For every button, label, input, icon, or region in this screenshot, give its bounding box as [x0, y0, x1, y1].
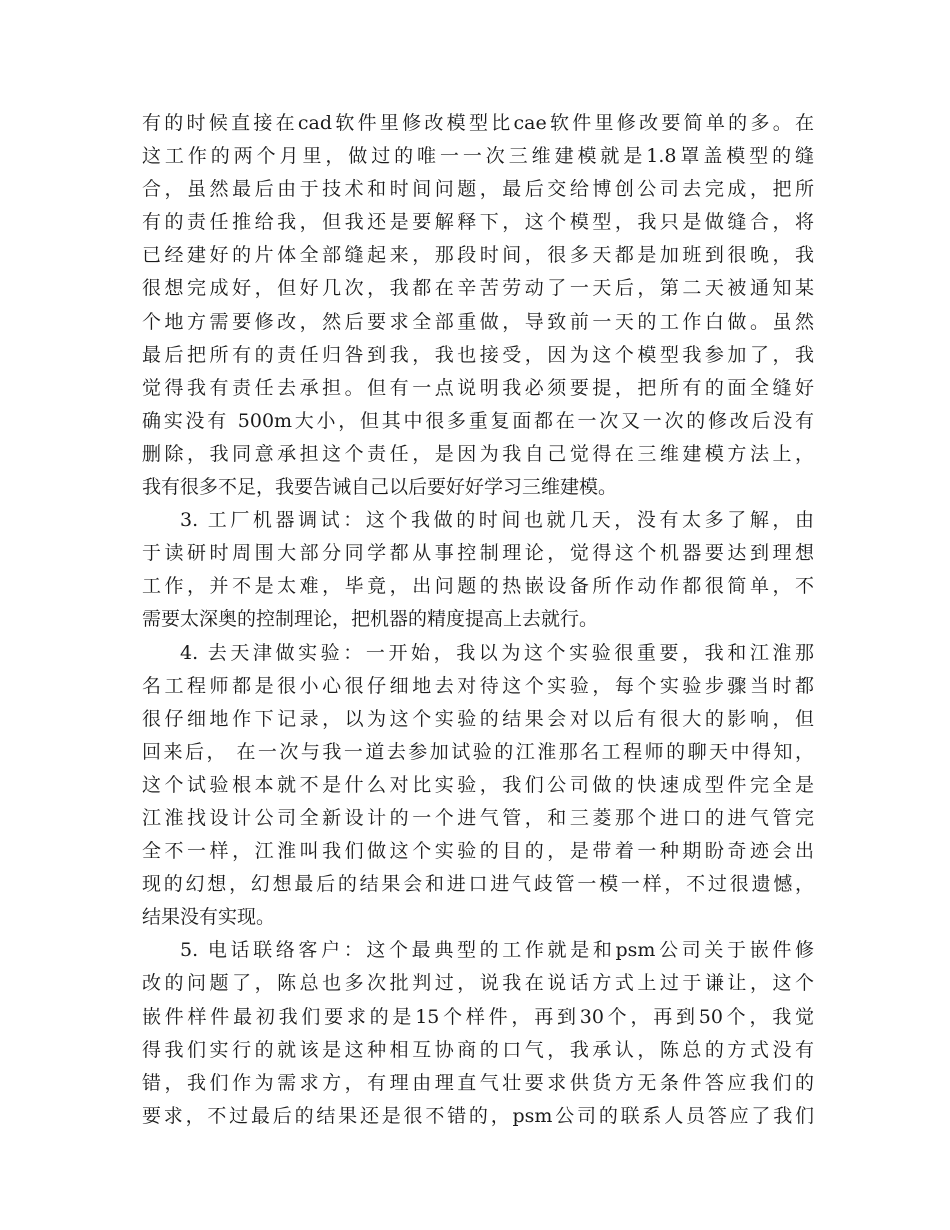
paragraph-4-first-line: 4. 去天津做实验：一开始，我以为这个实验很重要，我和江淮那	[180, 641, 814, 664]
text-line: 有的责任推给我，但我还是要解释下，这个模型，我只是做缝合，将	[142, 211, 814, 234]
text-line: 很仔细地作下记录，以为这个实验的结果会对以后有很大的影响，但	[142, 707, 814, 730]
paragraph-5-first-line: 5. 电话联络客户：这个最典型的工作就是和psm公司关于嵌件修	[180, 939, 814, 962]
text-line: 合，虽然最后由于技术和时间问题，最后交给博创公司去完成，把所	[142, 178, 814, 201]
text-line: 觉得我有责任去承担。但有一点说明我必须要提，把所有的面全缝好	[142, 376, 814, 399]
text-line: 江淮找设计公司全新设计的一个进气管，和三菱那个进口的进气管完	[142, 806, 814, 829]
text-line: 需要太深奥的控制理论，把机器的精度提高上去就行。	[142, 608, 599, 631]
text-line: 这个试验根本就不是什么对比实验，我们公司做的快速成型件完全是	[142, 773, 814, 796]
text-line: 改的问题了，陈总也多次批判过，说我在说话方式上过于谦让，这个	[142, 972, 814, 995]
text-line: 回来后， 在一次与我一道去参加试验的江淮那名工程师的聊天中得知，	[142, 740, 814, 763]
text-line: 现的幻想，幻想最后的结果会和进口进气歧管一模一样，不过很遗憾，	[142, 873, 814, 896]
body-text	[142, 107, 814, 1133]
text-line: 于读研时周围大部分同学都从事控制理论，觉得这个机器要达到理想	[142, 542, 814, 565]
text-line: 要求，不过最后的结果还是很不错的，psm公司的联系人员答应了我们	[142, 1104, 814, 1127]
text-line: 已经建好的片体全部缝起来，那段时间，很多天都是加班到很晚，我	[142, 244, 814, 267]
text-line: 全不一样，江淮叫我们做这个实验的目的，是带着一种期盼奇迹会出	[142, 840, 814, 863]
text-line: 这工作的两个月里，做过的唯一一次三维建模就是1.8罩盖模型的缝	[142, 145, 814, 168]
text-line: 名工程师都是很小心很仔细地去对待这个实验，每个实验步骤当时都	[142, 674, 814, 697]
text-line: 得我们实行的就该是这种相互协商的口气，我承认，陈总的方式没有	[142, 1038, 814, 1061]
text-line: 结果没有实现。	[142, 906, 276, 929]
text-line: 嵌件样件最初我们要求的是15个样件，再到30个，再到50个，我觉	[142, 1005, 814, 1028]
text-line: 个地方需要修改，然后要求全部重做，导致前一天的工作白做。虽然	[142, 310, 814, 333]
text-line: 工作，并不是太难，毕竟，出问题的热嵌设备所作动作都很简单，不	[142, 575, 814, 598]
text-line: 有的时候直接在cad软件里修改模型比cae软件里修改要简单的多。在	[142, 112, 814, 134]
text-line: 确实没有 500m大小，但其中很多重复面都在一次又一次的修改后没有	[142, 409, 814, 432]
text-line: 最后把所有的责任归咎到我，我也接受，因为这个模型我参加了，我	[142, 343, 814, 366]
text-line: 错，我们作为需求方，有理由理直气壮要求供货方无条件答应我们的	[142, 1071, 814, 1094]
paragraph-3-first-line: 3. 工厂机器调试：这个我做的时间也就几天，没有太多了解，由	[180, 509, 814, 532]
text-line: 很想完成好，但好几次，我都在辛苦劳动了一天后，第二天被通知某	[142, 277, 814, 300]
text-line: 我有很多不足，我要告诫自己以后要好好学习三维建模。	[142, 476, 618, 499]
text-line: 删除，我同意承担这个责任，是因为我自己觉得在三维建模方法上，	[142, 442, 814, 465]
